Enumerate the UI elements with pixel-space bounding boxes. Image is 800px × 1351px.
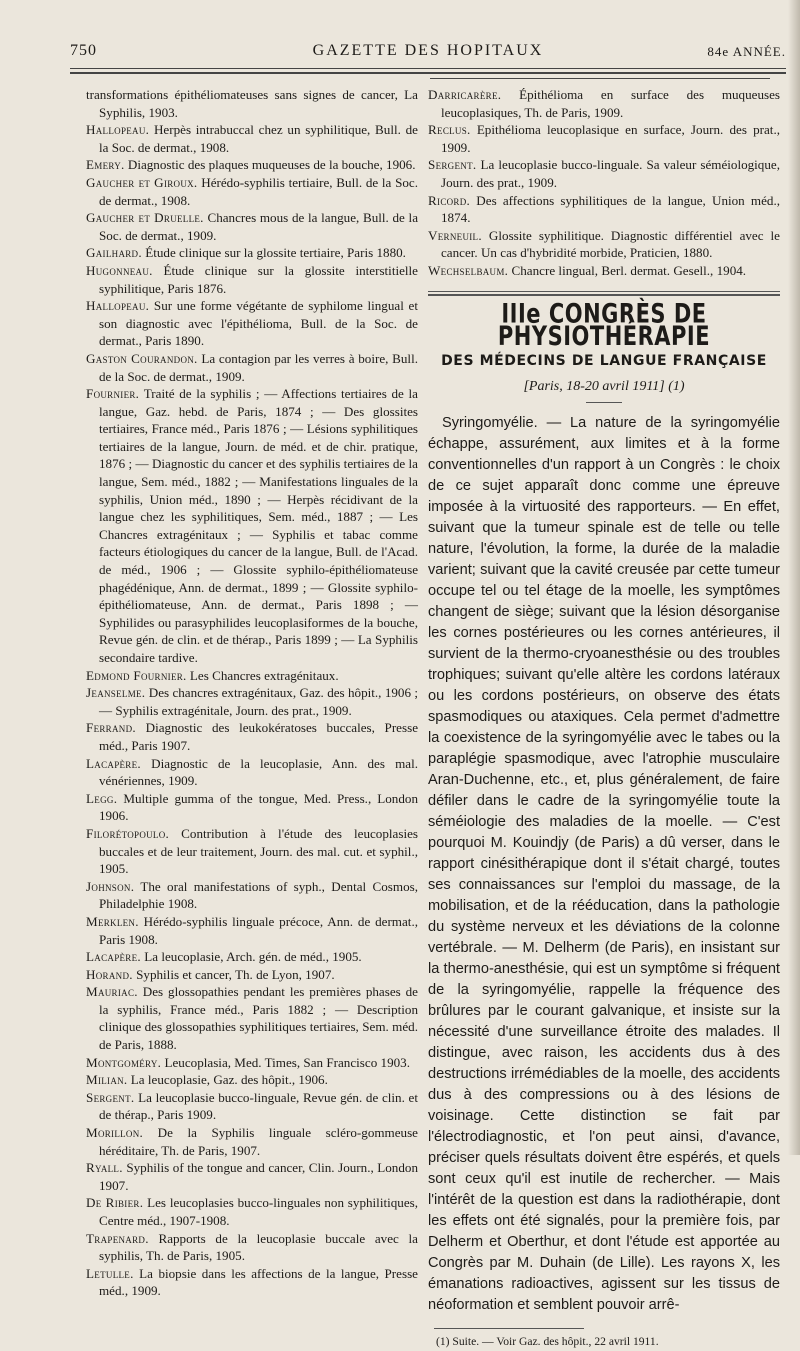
entry-author: Mauriac. [86,984,138,1000]
bibliography-entry [86,385,418,667]
entry-author: Filorétopoulo. [86,825,170,841]
entry-text: Glossite syphilitique. Diagnostic différentiel avec le cancer. Un cas d'hybridité morbide, Praticien, 1880. [441,227,780,261]
entry-text: Hérédo-syphilis linguale précoce, Ann. de dermat., Paris 1908. [99,913,418,947]
entry-author: Johnson. [86,878,135,894]
footnote-rule [434,1328,584,1329]
entry-author: Gailhard. [86,245,142,261]
entry-text: Contribution à l'étude des leucoplasies buccales et de leur traitement, Journ. des mal. cut. et syphil., 1905. [99,825,418,877]
entry-text: La leucoplasie bucco-linguale. Sa valeur séméiologique, Journ. des prat., 1909. [441,157,780,190]
entry-author: Horand. [86,966,133,982]
bibliography-entry [86,1265,418,1300]
bibliography-entry [86,913,418,948]
bibliography-entry [86,684,418,719]
entry-text: La leucoplasie, Gaz. des hôpit., 1906. [130,1072,328,1088]
bibliography-entry [86,878,418,913]
entry-text: Étude clinique sur la glossite interstitielle syphilitique, Paris 1876. [99,262,418,296]
bibliography-entry [86,667,418,685]
entry-text: Leucoplasia, Med. Times, San Francisco 1903. [164,1054,410,1070]
entry-author: Morillon. [86,1125,144,1141]
entry-text: transformations épithéliomateuses sans signes de cancer, La Syphilis, 1903. [86,87,418,120]
bibliography-left-column [86,86,418,1300]
bibliography-entry [86,948,418,966]
entry-author: Verneuil. [428,227,482,243]
entry-author: Gaucher et Druelle. [86,210,204,226]
entry-author: Ricord. [428,192,471,208]
entry-author: Ryall. [86,1160,123,1176]
entry-text: La leucoplasie, Arch. gén. de méd., 1905. [144,949,362,965]
bibliography-entry [86,262,418,297]
entry-author: Reclus. [428,122,471,138]
bibliography-entry [86,719,418,754]
entry-author: Darricarère. [428,87,502,102]
bibliography-entry [86,825,418,878]
entry-text: La leucoplasie bucco-linguale, Revue gén. de clin. et de thérap., Paris 1909. [99,1089,418,1123]
section-divider [428,291,780,292]
entry-text: La biopsie dans les affections de la langue, Presse méd., 1909. [99,1265,418,1299]
bibliography-entry [86,983,418,1053]
bibliography-entry [86,1124,418,1159]
bibliography-entry [86,790,418,825]
entry-author: De Ribier. [86,1195,144,1211]
congress-title: IIIe CONGRÈS DE PHYSIOTHÉRAPIE [497,298,711,351]
article-body: Syringomyélie. — La nature de la syringomyélie échappe, assurément, aux limites et à la forme conventionnelles d'un rapport à un Congrès : le choix de ce sujet apparaît donc comme une épreuve imposée à la virtuosité des rapporteurs. — En effet, suivant que la tumeur spinale est de telle ou telle nature, l'évolution, la forme, la durée de la maladie varient; suivant que la cavité creusée par cette tumeur occupe tel ou tel étage de la moelle, les symptômes changent de siège; suivant que la lésion désorganise les cornes postérieures ou les cornes antérieures, il survient de la thermo-cryoanesthésie ou des troubles trophiques; suivant qu'elle altère les cordons latéraux ou les cordons postérieurs, on observe des états spasmodiques ou ataxiques. Cela permet d'admettre la coexistence de la syringomyélie avec le tabes ou la paraplégie spasmodique, avec l'atrophie musculaire Aran-Duchenne, etc., et, plus généralement, de faire défiler dans le cadre de la syringomyélie toute la séméiologie des maladies de la moelle. — C'est pourquoi M. Kouindjy (de Paris) a dû verser, dans le rapport cinésithérapique dont il s'était chargé, toutes ses connaissances sur l'emploi du massage, de la mobilisation, et de la rééducation, dans la pathologie du système nerveux et les déviations de la colonne vertébrale. — M. Delherm (de Paris), en insistant sur la thermo-anesthésie, qui est un symptôme si fréquent de la syringomyélie, rappelle la fréquence des brûlures par le courant galvanique, et insiste sur la nécessité d'une surveillance étroite des malades. Il distingue, avec raison, les accidents dus à des destructions irrémédiables de la moelle, des accidents dus à des compressions ou à des lésions de voisinage. Cette distinction se fait par l'électrodiagnostic, et l'on peut ainsi, d'avance, préciser quels résultats doivent être espérés, et quels sont ceux qu'il est inutile de rechercher. — Mais l'intérêt de la question est dans la radiothérapie, dont les effets ont été signalés, pour la première fois, par Delherm et Oberthur, et dont l'étude est apportée au Congrès par M. Duhain (de Lille). Les rayons X, les émanations radioactives, agissent sur les tissus de néoformation et semblent pouvoir arrê- [428,414,780,1313]
entry-author: Montgoméry. [86,1054,162,1070]
congress-subtitle: DES MÉDECINS DE LANGUE FRANÇAISE [441,352,767,369]
entry-text: Diagnostic des plaques muqueuses de la bouche, 1906. [127,157,416,173]
bibliography-entry [428,121,780,156]
page-header [70,38,786,64]
entry-text: Les leucoplasies bucco-linguales non syphilitiques, Centre méd., 1907-1908. [99,1195,419,1228]
entry-author: Hallopeau. [86,298,150,314]
entry-author: Gaston Courandon. [86,350,198,366]
bibliography-entry [86,156,418,174]
bibliography-entry [86,350,418,385]
entry-text: La contagion par les verres à boire, Bull. de la Soc. de dermat., 1909. [99,350,418,384]
bibliography-entry [86,1194,418,1229]
bibliography-entry [86,1054,418,1072]
bibliography-entry [86,1089,418,1124]
bibliography-entry [86,297,418,350]
bibliography-entry [86,244,418,262]
congress-date: [Paris, 18-20 avril 1911] (1) [523,379,685,395]
entry-text: De la Syphilis linguale scléro-gommeuse héréditaire, Th. de Paris, 1907. [99,1125,418,1158]
entry-author: Lacapère. [86,949,141,965]
entry-text: Diagnostic des leukokératoses buccales, Presse méd., Paris 1907. [99,720,419,753]
page-number: 750 [70,42,97,59]
entry-author: Hallopeau. [86,122,150,138]
bibliography-entry [86,121,418,156]
bibliography-entry [86,1159,418,1194]
entry-text: Des glossopathies pendant les premières phases de la syphilis, France méd., Paris 1882 ; — Description clinique des glossopathies syphilitiques tertiaires, Sem. méd. de Paris, 1888. [99,984,418,1053]
entry-text: Multiple gumma of the tongue, Med. Press., London 1906. [99,790,418,824]
entry-author: Lacapère. [86,755,141,771]
bibliography-entry [428,86,780,121]
short-divider [586,402,622,403]
entry-text: Herpès intrabuccal chez un syphilitique, Bull. de la Soc. de dermat., 1908. [99,122,418,155]
bibliography-entry [428,192,780,227]
entry-text: Sur une forme végétante de syphilome lingual et son diagnostic avec l'épithélioma, Bull. de la Soc. de dermat., Paris 1890. [99,298,418,349]
bibliography-entry [86,1071,418,1089]
entry-author: Merklen. [86,913,139,929]
bibliography-entry [428,227,780,262]
header-rule-thick [70,72,786,74]
entry-text: Des affections syphilitiques de la langue, Union méd., 1874. [441,192,780,226]
entry-author: Wechselbaum. [428,262,509,278]
entry-author: Hugonneau. [86,262,153,278]
bibliography-entry [428,262,780,280]
bibliography-entry [86,966,418,984]
entry-text: Hérédo-syphilis tertiaire, Bull. de la Soc. de dermat., 1908. [99,174,418,208]
right-column [428,86,780,1351]
header-rule [70,68,786,69]
entry-text: Épithélioma en surface des muqueuses leucoplasiques, Th. de Paris, 1909. [441,87,781,120]
entry-text: Traité de la syphilis ; — Affections tertiaires de la langue, Gaz. hebd. de Paris, 1874 ; — Des glossites tertiaires, France méd., Paris 1876 ; — Lésions syphilitiques tertiaires de la langue, Journ. de méd. et de chir. pratique, 1876 ; — Diagnostic du cancer et des syphilis tertiaires de la langue, Sem. méd., 1882 ; — Manifestations linguales de la syphilis, Union méd., 1890 ; — Herpès récidivant de la langue chez les syphilitiques, Sem. méd., 1887 ; — Les Chancres extragénitaux ; — Syphilis et tabac comme facteurs étiologiques du cancer de la langue, Bull. de l'Acad. de méd., 1906 ; — Glossite syphilo-épithéliomateuse phagédénique, Ann. de dermat., 1899 ; — Glossite syphilo-épithéliomateuse, Ann. de dermat., Paris 1898 ; — Syphilides ou parasyphilides leucoplasiformes de la bouche, Revue gén. de clin. et de thérap., Paris 1899 ; — La Syphilis secondaire tardive. [99,386,418,665]
entry-text: Syphilis of the tongue and cancer, Clin. Journ., London 1907. [99,1160,418,1193]
bibliography-entry [86,174,418,209]
entry-text: Epithélioma leucoplasique en surface, Journ. des prat., 1909. [441,122,780,155]
bibliography-entry [86,209,418,244]
bibliography-right-column [428,86,780,280]
entry-text: Rapports de la leucoplasie buccale avec la syphilis, Th. de Paris, 1905. [99,1230,418,1264]
entry-author: Fournier. [86,386,140,402]
entry-author: Legg. [86,790,118,806]
bibliography-entry [86,86,418,121]
page-edge-shadow [788,0,800,1155]
entry-author: Milian. [86,1072,128,1088]
entry-author: Trapenard. [86,1230,149,1246]
volume-year: 84e ANNÉE. [707,44,786,59]
entry-text: Étude clinique sur la glossite tertiaire, Paris 1880. [145,245,406,261]
entry-author: Gaucher et Giroux. [86,174,198,190]
bibliography-entry [428,156,780,191]
entry-author: Ferrand. [86,720,136,736]
entry-text: The oral manifestations of syph., Dental Cosmos, Philadelphie 1908. [99,878,418,912]
footnote: (1) Suite. — Voir Gaz. des hôpit., 22 avril 1911. [436,1334,659,1348]
entry-author: Jeanselme. [86,685,146,701]
entry-text: Des chancres extragénitaux, Gaz. des hôpit., 1906 ; — Syphilis extragénitale, Journ. des prat., 1909. [99,685,418,718]
entry-text: Syphilis et cancer, Th. de Lyon, 1907. [136,966,335,982]
journal-title: GAZETTE DES HOPITAUX [312,42,544,59]
entry-text: Chancre lingual, Berl. dermat. Gesell., 1904. [511,262,747,278]
entry-text: Chancres mous de la langue, Bull. de la Soc. de dermat., 1909. [99,210,419,243]
entry-author: Letulle. [86,1265,134,1281]
entry-author: Edmond Fournier. [86,667,187,683]
bibliography-entry [86,1230,418,1265]
entry-author: Emery. [86,157,125,173]
section-divider-thick [428,294,780,296]
entry-author: Sergent. [428,157,477,173]
entry-text: Les Chancres extragénitaux. [189,667,339,683]
entry-text: Diagnostic de la leucoplasie, Ann. des mal. vénériennes, 1909. [99,755,418,789]
bibliography-entry [86,755,418,790]
right-column-rule [430,78,770,79]
entry-author: Sergent. [86,1089,135,1105]
